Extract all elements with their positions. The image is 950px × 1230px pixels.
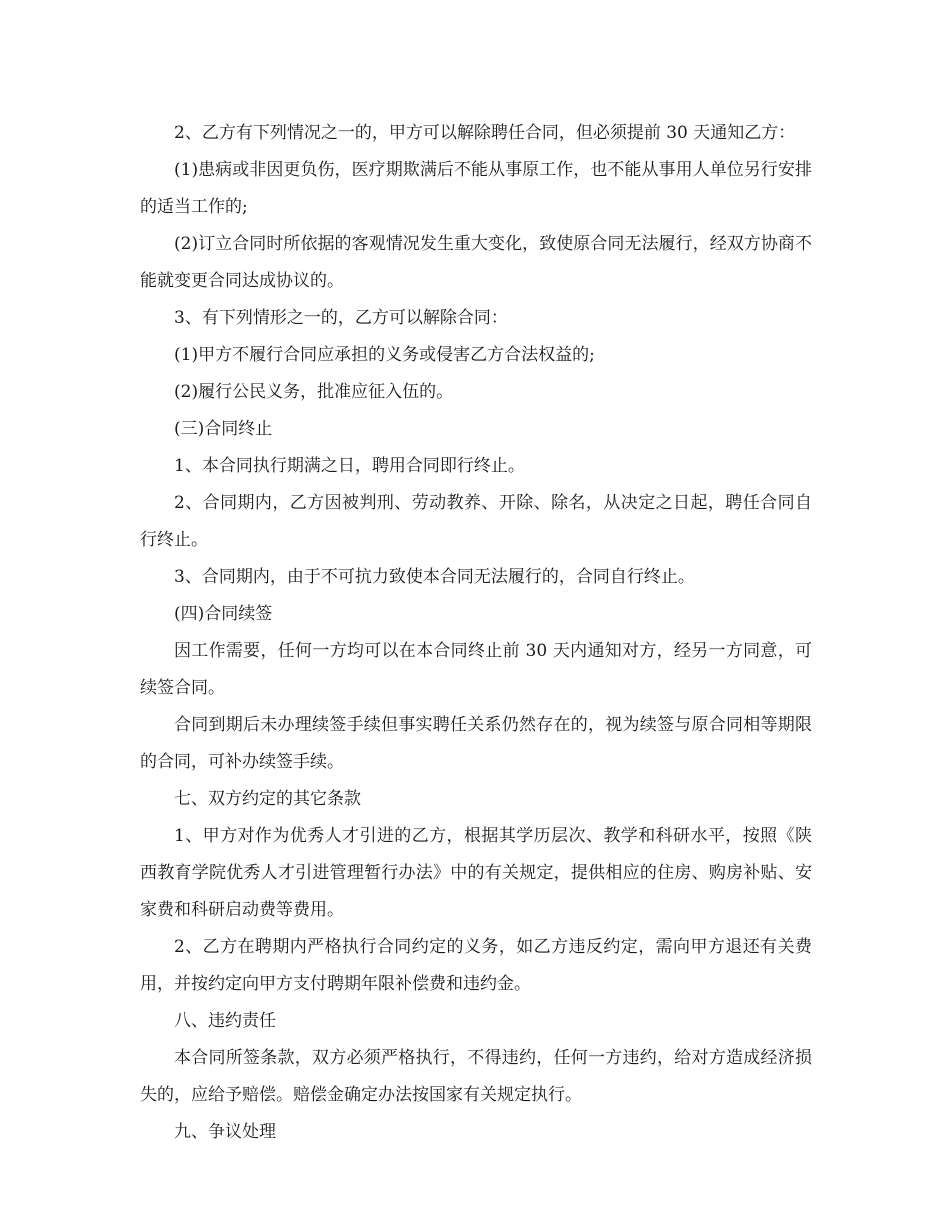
section-heading-contract-termination: (三)合同终止 <box>174 419 273 439</box>
section-heading-other-terms: 七、双方约定的其它条款 <box>174 789 361 809</box>
paragraph-sentence-termination: 2、合同期内，乙方因被判刑、劳动教养、开除、除名，从决定之日起，聘任合同自行终止。 <box>140 493 812 550</box>
paragraph-illness-clause: (1)患病或非因更负伤，医疗期欺满后不能从事原工作，也不能从事用人单位另行安排的适当工作的; <box>140 160 812 217</box>
paragraph-renewal-notice: 因工作需要，任何一方均可以在本合同终止前 30 天内通知对方，经另一方同意，可续签合同。 <box>140 641 812 698</box>
section-heading-dispute-resolution: 九、争议处理 <box>174 1122 276 1142</box>
section-heading-breach-liability: 八、违约责任 <box>174 1011 276 1031</box>
paragraph-refund-obligation: 2、乙方在聘期内严格执行合同约定的义务，如乙方违反约定，需向甲方退还有关费用，并按约定向甲方支付聘期年限补偿费和违约金。 <box>140 937 812 994</box>
paragraph-talent-benefits: 1、甲方对作为优秀人才引进的乙方，根据其学历层次、教学和科研水平，按照《陕西教育学院优秀人才引进管理暂行办法》中的有关规定，提供相应的住房、购房补贴、安家费和科研启动费等费用。 <box>140 826 812 920</box>
paragraph-expiry-termination: 1、本合同执行期满之日，聘用合同即行终止。 <box>174 456 525 476</box>
paragraph-termination-by-party-b: 3、有下列情形之一的，乙方可以解除合同： <box>174 308 508 328</box>
paragraph-compensation: 本合同所签条款，双方必须严格执行，不得违约，任何一方违约，给对方造成经济损失的，应给予赔偿。赔偿金确定办法按国家有关规定执行。 <box>140 1048 812 1105</box>
paragraph-party-a-breach-clause: (1)甲方不履行合同应承担的义务或侵害乙方合法权益的; <box>174 345 595 365</box>
paragraph-termination-by-party-a: 2、乙方有下列情况之一的，甲方可以解除聘任合同，但必须提前 30 天通知乙方： <box>174 123 796 143</box>
paragraph-circumstance-change-clause: (2)订立合同时所依据的客观情况发生重大变化，致使原合同无法履行，经双方协商不能就变更合同达成协议的。 <box>140 234 812 291</box>
document-body <box>140 115 812 1151</box>
paragraph-implied-renewal: 合同到期后未办理续签手续但事实聘任关系仍然存在的，视为续签与原合同相等期限的合同，可补办续签手续。 <box>140 715 812 772</box>
paragraph-force-majeure-termination: 3、合同期内，由于不可抗力致使本合同无法履行的，合同自行终止。 <box>174 567 695 587</box>
paragraph-military-service-clause: (2)履行公民义务，批准应征入伍的。 <box>174 382 454 402</box>
section-heading-contract-renewal: (四)合同续签 <box>174 604 273 624</box>
